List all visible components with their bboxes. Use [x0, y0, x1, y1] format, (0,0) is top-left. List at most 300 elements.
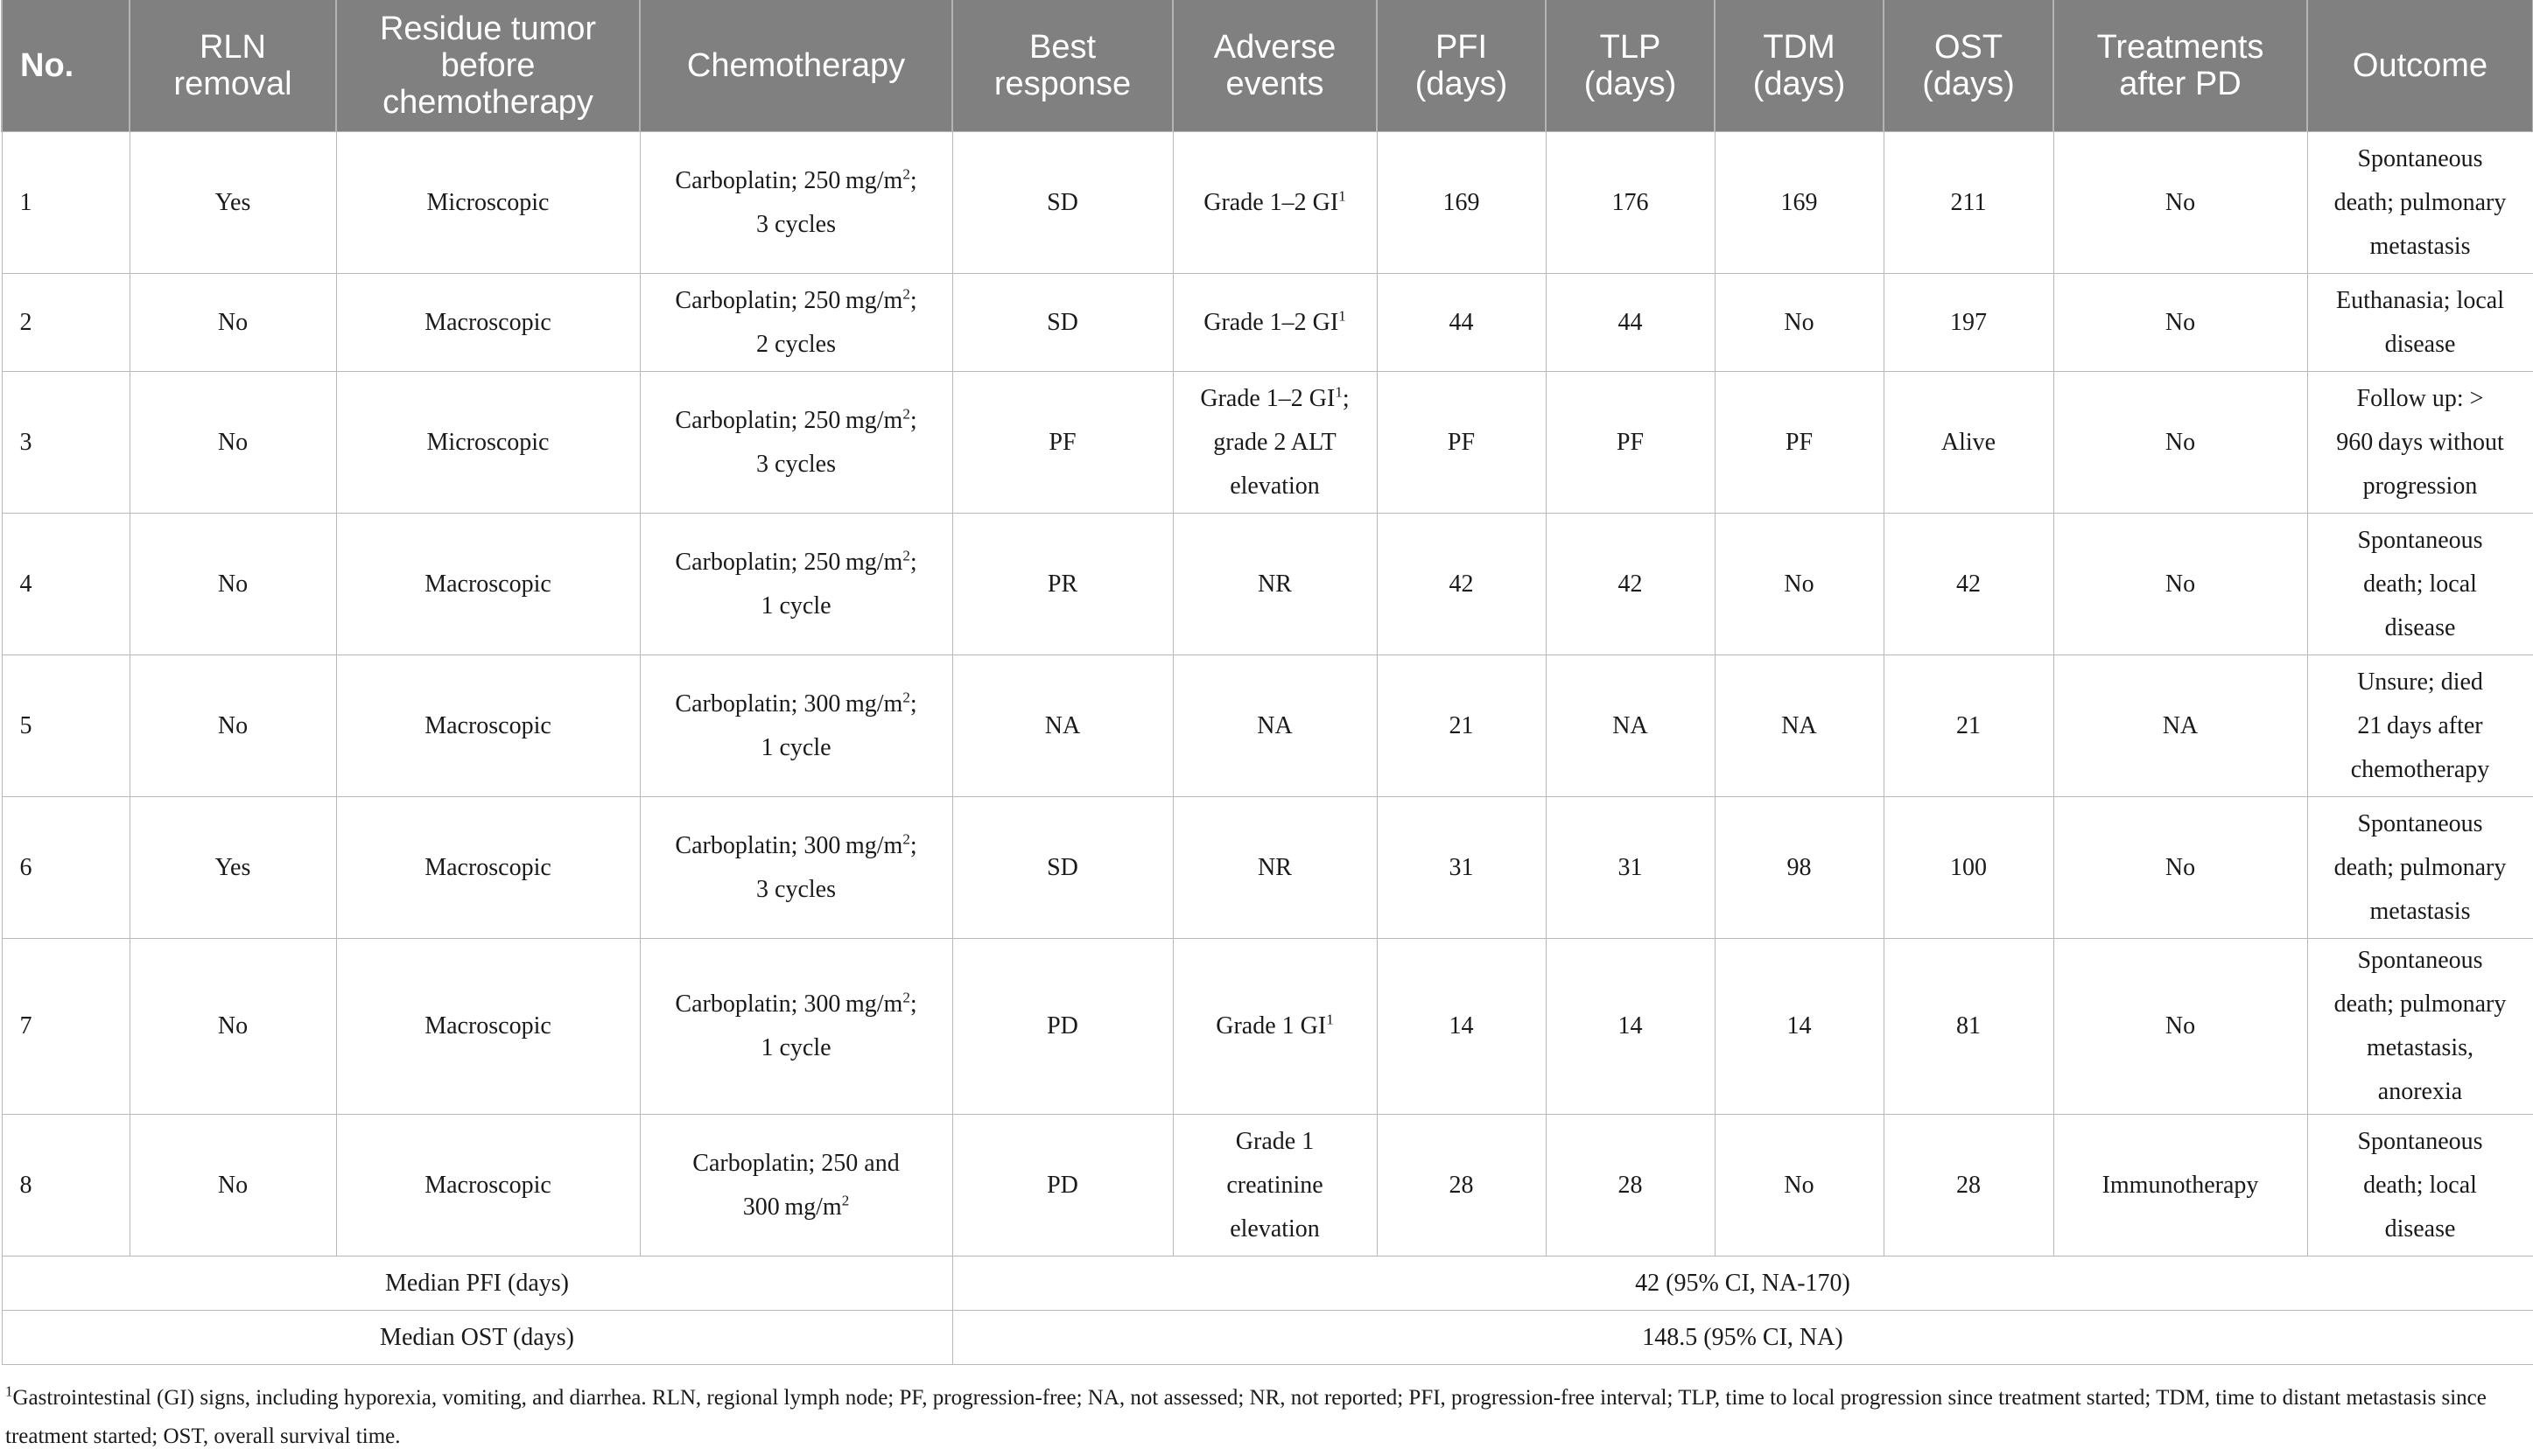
tdm-cell	[1715, 132, 1884, 274]
chemotherapy-line	[648, 279, 945, 323]
outcome-line: disease	[2384, 1214, 2456, 1242]
chemotherapy-line	[648, 203, 945, 247]
best-response-cell	[952, 655, 1173, 797]
footnote-text: Gastrointestinal (GI) signs, including hyporexia, vomiting, and diarrhea. RLN, regional lymph node; PF, progression-free; NA, not assessed; NR, not reported; PFI, progression-free interval; TLP, time to local progression since treatment started; TDM, time to distant metastasis since treatment started; OST, overall survival time.	[5, 1386, 2487, 1448]
chemotherapy-separator: ;	[909, 166, 917, 194]
adverse-events-line	[1181, 301, 1370, 345]
row-number-value: 2	[19, 308, 32, 336]
header-row	[2, 0, 2533, 132]
treatments-after-pd-value: No	[2165, 1012, 2196, 1040]
chemotherapy-dose: Carboplatin; 250 mg/m	[675, 166, 903, 194]
pfi-value: 42	[1449, 570, 1474, 598]
footnote-marker: 1	[5, 1382, 13, 1400]
chemotherapy-dose-exponent: 2	[902, 830, 910, 848]
row-number-cell	[2, 1115, 130, 1256]
pfi-value: 44	[1449, 308, 1474, 336]
ost-value: 81	[1956, 1012, 1981, 1040]
header-residue-tumor-line: before	[440, 47, 536, 84]
chemotherapy-line	[648, 399, 945, 443]
header-ost-line: (days)	[1922, 66, 2015, 102]
header-treatments-after-pd	[2053, 0, 2307, 132]
chemotherapy-dose: Carboplatin; 300 mg/m	[675, 990, 903, 1018]
tlp-value: PF	[1616, 428, 1645, 456]
residue-tumor-cell	[336, 939, 640, 1115]
chemotherapy-dose-exponent: 2	[902, 989, 910, 1006]
chemotherapy-cycles: 3 cycles	[756, 210, 836, 238]
residue-tumor-value: Macroscopic	[425, 1171, 551, 1199]
row-number-cell	[2, 655, 130, 797]
rln-removal-cell	[130, 372, 336, 514]
summary-value-cell	[952, 1311, 2533, 1365]
rln-removal-cell	[130, 655, 336, 797]
chemotherapy-dose-exponent: 2	[841, 1192, 850, 1209]
header-chemotherapy-line: Chemotherapy	[686, 47, 906, 84]
row-number-value: 7	[19, 1012, 32, 1040]
row-number-value: 6	[19, 853, 32, 881]
chemotherapy-cycles: 1 cycle	[761, 1034, 831, 1061]
treatments-after-pd-cell	[2053, 514, 2307, 655]
tdm-cell	[1715, 274, 1884, 372]
chemotherapy-dose-exponent: 2	[902, 547, 910, 564]
chemotherapy-cell	[640, 132, 952, 274]
table-row	[2, 274, 2533, 372]
outcome-line: 21 days after	[2357, 711, 2483, 739]
ost-cell	[1884, 655, 2053, 797]
treatments-after-pd-value: No	[2165, 308, 2196, 336]
chemotherapy-cell	[640, 1115, 952, 1256]
header-residue-tumor-line: Residue tumor	[379, 10, 597, 47]
pfi-cell	[1377, 797, 1546, 939]
ost-cell	[1884, 274, 2053, 372]
header-ost	[1884, 0, 2053, 132]
chemotherapy-dose-exponent: 2	[902, 165, 910, 183]
header-best-response-line: Best	[1028, 29, 1097, 66]
chemotherapy-separator: ;	[909, 990, 917, 1018]
tdm-value: NA	[1781, 711, 1817, 739]
adverse-events-line	[1181, 1164, 1370, 1208]
residue-tumor-value: Macroscopic	[425, 570, 551, 598]
chemotherapy-separator: ;	[909, 831, 917, 859]
pfi-cell	[1377, 514, 1546, 655]
chemotherapy-line	[648, 983, 945, 1026]
header-pfi	[1377, 0, 1546, 132]
ost-value: 211	[1950, 188, 1987, 216]
treatments-after-pd-cell	[2053, 797, 2307, 939]
rln-removal-cell	[130, 514, 336, 655]
outcome-cell	[2307, 797, 2533, 939]
rln-removal-value: No	[217, 1012, 249, 1040]
adverse-events-text: Grade 1 GI	[1216, 1012, 1327, 1040]
outcome-line: Follow up: >	[2356, 384, 2484, 412]
ost-cell	[1884, 372, 2053, 514]
outcome-cell	[2307, 939, 2533, 1115]
adverse-events-line	[1181, 465, 1370, 508]
tlp-value: 42	[1617, 570, 1643, 598]
adverse-events-line	[1181, 377, 1370, 421]
best-response-value: PR	[1047, 570, 1078, 598]
chemotherapy-separator: ;	[909, 406, 917, 434]
outcome-cell	[2307, 274, 2533, 372]
ost-cell	[1884, 1115, 2053, 1256]
tdm-cell	[1715, 797, 1884, 939]
outcome-line: death; local	[2363, 570, 2477, 598]
chemotherapy-line	[648, 541, 945, 584]
rln-removal-cell	[130, 797, 336, 939]
adverse-events-line	[1181, 181, 1370, 225]
header-adverse-events-line: events	[1225, 66, 1324, 102]
pfi-cell	[1377, 1115, 1546, 1256]
treatments-after-pd-value: NA	[2162, 711, 2199, 739]
pfi-cell	[1377, 372, 1546, 514]
residue-tumor-cell	[336, 372, 640, 514]
tlp-value: 28	[1617, 1171, 1643, 1199]
best-response-value: PD	[1047, 1012, 1078, 1040]
pfi-value: 14	[1449, 1012, 1474, 1040]
header-best-response-line: response	[993, 66, 1132, 102]
adverse-events-cell	[1173, 1115, 1377, 1256]
pfi-value: 169	[1442, 188, 1480, 216]
adverse-events-cell	[1173, 372, 1377, 514]
outcome-cell	[2307, 1115, 2533, 1256]
header-treatments-after-pd-line: Treatments	[2096, 29, 2264, 66]
header-tdm	[1715, 0, 1884, 132]
header-treatments-after-pd-line: after PD	[2119, 66, 2242, 102]
rln-removal-value: Yes	[214, 853, 251, 881]
chemotherapy-cell	[640, 274, 952, 372]
results-table	[1, 0, 2533, 1365]
ost-value: 21	[1956, 711, 1981, 739]
rln-removal-cell	[130, 1115, 336, 1256]
adverse-events-text: Grade 1–2 GI	[1203, 308, 1339, 336]
row-number-value: 1	[19, 188, 32, 216]
chemotherapy-cell	[640, 514, 952, 655]
treatments-after-pd-value: No	[2165, 428, 2196, 456]
rln-removal-value: Yes	[214, 188, 251, 216]
adverse-events-text: NA	[1257, 711, 1293, 739]
rln-removal-value: No	[217, 570, 249, 598]
outcome-line: chemotherapy	[2350, 755, 2490, 783]
header-pfi-line: PFI	[1435, 29, 1488, 66]
adverse-events-separator: ;	[1342, 384, 1350, 412]
outcome-cell	[2307, 655, 2533, 797]
table-row	[2, 655, 2533, 797]
header-no-line: No.	[20, 47, 74, 84]
header-chemotherapy	[640, 0, 952, 132]
ost-cell	[1884, 797, 2053, 939]
treatments-after-pd-cell	[2053, 655, 2307, 797]
chemotherapy-dose: Carboplatin; 300 mg/m	[675, 690, 903, 718]
adverse-events-cell	[1173, 939, 1377, 1115]
tdm-value: No	[1784, 1171, 1814, 1199]
rln-removal-value: No	[217, 711, 249, 739]
adverse-events-line	[1181, 846, 1370, 890]
footnote-reference: 1	[1326, 1011, 1334, 1028]
row-number-value: 5	[19, 711, 32, 739]
residue-tumor-cell	[336, 514, 640, 655]
tlp-cell	[1546, 797, 1715, 939]
tlp-cell	[1546, 655, 1715, 797]
outcome-cell	[2307, 514, 2533, 655]
outcome-line: Unsure; died	[2357, 668, 2483, 696]
outcome-cell	[2307, 132, 2533, 274]
best-response-cell	[952, 514, 1173, 655]
tdm-value: 14	[1786, 1012, 1812, 1040]
chemotherapy-separator: ;	[909, 690, 917, 718]
header-rln-removal	[130, 0, 336, 132]
chemotherapy-dose-exponent: 2	[902, 689, 910, 706]
best-response-cell	[952, 132, 1173, 274]
adverse-events-text: Grade 1–2 GI	[1203, 188, 1339, 216]
ost-value: Alive	[1940, 428, 1996, 456]
chemotherapy-dose: Carboplatin; 250 mg/m	[675, 406, 903, 434]
chemotherapy-cell	[640, 797, 952, 939]
table-row	[2, 797, 2533, 939]
treatments-after-pd-value: No	[2165, 570, 2196, 598]
row-number-cell	[2, 372, 130, 514]
chemotherapy-line	[648, 443, 945, 486]
chemotherapy-dose-exponent: 2	[902, 405, 910, 423]
best-response-cell	[952, 797, 1173, 939]
tdm-value: 169	[1780, 188, 1818, 216]
ost-value: 197	[1950, 308, 1987, 336]
tdm-value: 98	[1786, 853, 1812, 881]
header-tlp-line: TLP	[1599, 29, 1661, 66]
adverse-events-text: elevation	[1230, 472, 1320, 500]
treatments-after-pd-cell	[2053, 372, 2307, 514]
pfi-value: 21	[1449, 711, 1474, 739]
residue-tumor-value: Macroscopic	[425, 1012, 551, 1040]
best-response-cell	[952, 274, 1173, 372]
ost-cell	[1884, 132, 2053, 274]
header-no	[2, 0, 130, 132]
best-response-cell	[952, 939, 1173, 1115]
chemotherapy-line	[648, 868, 945, 912]
outcome-line: disease	[2384, 330, 2456, 358]
table-row	[2, 372, 2533, 514]
summary-value: 42 (95% CI, NA-170)	[1635, 1269, 1850, 1297]
residue-tumor-cell	[336, 1115, 640, 1256]
best-response-value: SD	[1047, 188, 1078, 216]
summary-row	[2, 1256, 2533, 1311]
header-residue-tumor-line: chemotherapy	[382, 84, 593, 121]
best-response-value: SD	[1047, 853, 1078, 881]
tdm-cell	[1715, 372, 1884, 514]
outcome-line: Spontaneous	[2357, 809, 2483, 837]
adverse-events-cell	[1173, 514, 1377, 655]
outcome-line: Spontaneous	[2357, 526, 2483, 554]
pfi-cell	[1377, 939, 1546, 1115]
adverse-events-text: grade 2 ALT	[1213, 428, 1337, 456]
treatments-after-pd-value: No	[2165, 853, 2196, 881]
tlp-cell	[1546, 372, 1715, 514]
ost-cell	[1884, 514, 2053, 655]
footnote-reference: 1	[1335, 383, 1343, 401]
chemotherapy-cell	[640, 655, 952, 797]
residue-tumor-cell	[336, 655, 640, 797]
outcome-line: Spontaneous	[2357, 1127, 2483, 1155]
chemotherapy-separator: ;	[909, 548, 917, 576]
chemotherapy-dose: Carboplatin; 300 mg/m	[675, 831, 903, 859]
chemotherapy-line	[648, 323, 945, 367]
outcome-cell	[2307, 372, 2533, 514]
adverse-events-line	[1181, 1208, 1370, 1251]
footnote-reference: 1	[1338, 307, 1346, 325]
adverse-events-line	[1181, 1004, 1370, 1048]
adverse-events-line	[1181, 704, 1370, 748]
outcome-line: metastasis	[2369, 232, 2471, 260]
rln-removal-value: No	[217, 1171, 249, 1199]
table-header	[2, 0, 2533, 132]
header-pfi-line: (days)	[1414, 66, 1508, 102]
rln-removal-value: No	[217, 308, 249, 336]
adverse-events-cell	[1173, 132, 1377, 274]
chemotherapy-line	[648, 584, 945, 628]
residue-tumor-cell	[336, 132, 640, 274]
outcome-line: disease	[2384, 613, 2456, 641]
residue-tumor-value: Microscopic	[426, 428, 550, 456]
adverse-events-text: Grade 1–2 GI	[1200, 384, 1336, 412]
footnote	[0, 1365, 2524, 1456]
header-tlp-line: (days)	[1583, 66, 1677, 102]
pfi-value: 28	[1449, 1171, 1474, 1199]
chemotherapy-line	[648, 1142, 945, 1186]
summary-label: Median PFI (days)	[385, 1269, 569, 1297]
chemotherapy-dose: Carboplatin; 250 and	[692, 1149, 900, 1177]
residue-tumor-value: Microscopic	[426, 188, 550, 216]
adverse-events-text: creatinine	[1226, 1171, 1323, 1199]
treatments-after-pd-value: Immunotherapy	[2101, 1171, 2259, 1199]
summary-value-cell	[952, 1256, 2533, 1311]
outcome-line: Euthanasia; local	[2335, 286, 2505, 314]
chemotherapy-line	[648, 159, 945, 203]
chemotherapy-dose: Carboplatin; 250 mg/m	[675, 548, 903, 576]
chemotherapy-cycles: 1 cycle	[761, 592, 831, 620]
adverse-events-text: elevation	[1230, 1214, 1320, 1242]
pfi-value: PF	[1447, 428, 1476, 456]
residue-tumor-cell	[336, 797, 640, 939]
header-tlp	[1546, 0, 1715, 132]
row-number-value: 8	[19, 1171, 32, 1199]
chemotherapy-cycles: 300 mg/m	[742, 1193, 842, 1221]
best-response-cell	[952, 372, 1173, 514]
chemotherapy-cell	[640, 372, 952, 514]
tdm-value: No	[1784, 570, 1814, 598]
outcome-line: death; local	[2363, 1171, 2477, 1199]
treatments-after-pd-cell	[2053, 1115, 2307, 1256]
header-outcome-line: Outcome	[2352, 47, 2488, 84]
summary-label: Median OST (days)	[380, 1323, 574, 1351]
residue-tumor-value: Macroscopic	[425, 308, 551, 336]
chemotherapy-cycles: 3 cycles	[756, 450, 836, 478]
header-tdm-line: TDM	[1763, 29, 1835, 66]
table-body	[2, 132, 2533, 1365]
ost-value: 28	[1956, 1171, 1981, 1199]
chemotherapy-cycles: 3 cycles	[756, 875, 836, 903]
table-row	[2, 132, 2533, 274]
treatments-after-pd-cell	[2053, 939, 2307, 1115]
adverse-events-line	[1181, 421, 1370, 465]
tdm-cell	[1715, 1115, 1884, 1256]
tlp-cell	[1546, 939, 1715, 1115]
adverse-events-cell	[1173, 655, 1377, 797]
pfi-cell	[1377, 655, 1546, 797]
summary-label-cell	[2, 1311, 952, 1365]
best-response-value: PD	[1047, 1171, 1078, 1199]
treatments-after-pd-cell	[2053, 132, 2307, 274]
tlp-value: 31	[1617, 853, 1643, 881]
header-residue-tumor	[336, 0, 640, 132]
best-response-value: NA	[1044, 711, 1081, 739]
outcome-line: metastasis	[2369, 897, 2471, 925]
ost-cell	[1884, 939, 2053, 1115]
rln-removal-cell	[130, 939, 336, 1115]
ost-value: 100	[1950, 853, 1987, 881]
header-adverse-events-line: Adverse	[1213, 29, 1337, 66]
rln-removal-cell	[130, 132, 336, 274]
pfi-cell	[1377, 132, 1546, 274]
chemotherapy-line	[648, 726, 945, 770]
rln-removal-cell	[130, 274, 336, 372]
adverse-events-text: NR	[1258, 853, 1292, 881]
adverse-events-text: Grade 1	[1235, 1127, 1315, 1155]
header-ost-line: OST	[1933, 29, 2003, 66]
chemotherapy-cycles: 2 cycles	[756, 330, 836, 358]
chemotherapy-cell	[640, 939, 952, 1115]
residue-tumor-value: Macroscopic	[425, 853, 551, 881]
tdm-cell	[1715, 939, 1884, 1115]
outcome-line: Spontaneous	[2357, 144, 2483, 172]
chemotherapy-dose: Carboplatin; 250 mg/m	[675, 286, 903, 314]
row-number-cell	[2, 797, 130, 939]
tdm-value: No	[1784, 308, 1814, 336]
tdm-cell	[1715, 514, 1884, 655]
best-response-value: PF	[1049, 428, 1077, 456]
footnote-reference: 1	[1338, 187, 1346, 205]
header-best-response	[952, 0, 1173, 132]
header-outcome	[2307, 0, 2533, 132]
tlp-cell	[1546, 274, 1715, 372]
tlp-cell	[1546, 132, 1715, 274]
chemotherapy-line	[648, 824, 945, 868]
row-number-value: 4	[19, 570, 32, 598]
residue-tumor-value: Macroscopic	[425, 711, 551, 739]
adverse-events-line	[1181, 563, 1370, 606]
header-adverse-events	[1173, 0, 1377, 132]
table-row	[2, 939, 2533, 1115]
pfi-cell	[1377, 274, 1546, 372]
summary-row	[2, 1311, 2533, 1365]
tlp-value: 44	[1617, 308, 1643, 336]
table-row	[2, 514, 2533, 655]
residue-tumor-cell	[336, 274, 640, 372]
summary-value: 148.5 (95% CI, NA)	[1642, 1323, 1843, 1351]
tdm-value: PF	[1785, 428, 1814, 456]
tlp-value: 14	[1617, 1012, 1643, 1040]
pfi-value: 31	[1449, 853, 1474, 881]
header-rln-removal-line: removal	[173, 66, 292, 102]
tdm-cell	[1715, 655, 1884, 797]
tlp-cell	[1546, 1115, 1715, 1256]
chemotherapy-line	[648, 1186, 945, 1229]
adverse-events-cell	[1173, 797, 1377, 939]
tlp-value: 176	[1611, 188, 1649, 216]
rln-removal-value: No	[217, 428, 249, 456]
row-number-cell	[2, 939, 130, 1115]
outcome-line: metastasis,	[2366, 1034, 2474, 1061]
adverse-events-line	[1181, 1120, 1370, 1164]
treatments-after-pd-cell	[2053, 274, 2307, 372]
row-number-value: 3	[19, 428, 32, 456]
